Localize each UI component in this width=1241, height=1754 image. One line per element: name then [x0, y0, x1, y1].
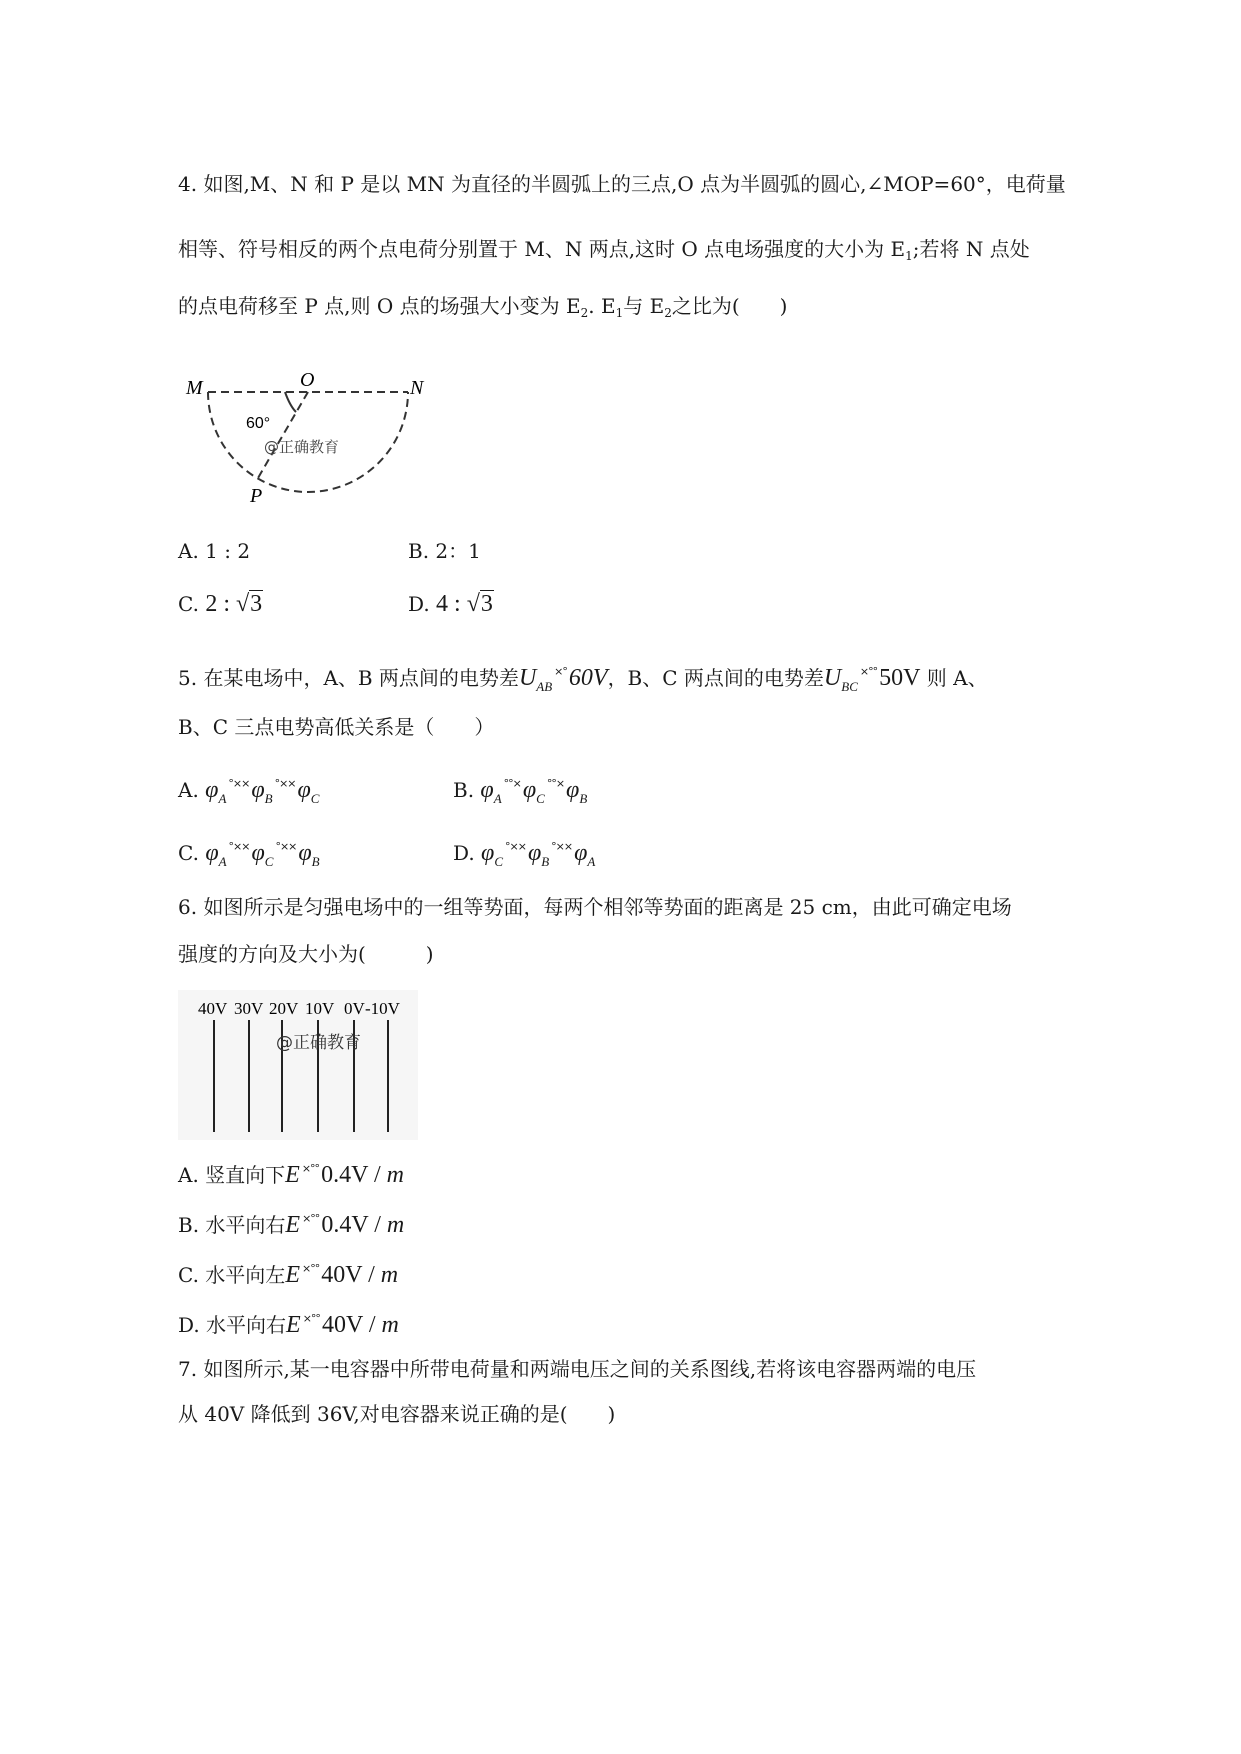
q4-option-b: B. 2：1	[408, 539, 481, 563]
potential-label-6: -10V	[365, 999, 400, 1018]
q6-option-a: A. 竖直向下E ×°°0.4V / m	[178, 1162, 404, 1188]
q6-option-c: C. 水平向左E ×°°40V / m	[178, 1262, 399, 1288]
potential-label-3: 20V	[269, 999, 299, 1018]
radius-op	[258, 392, 308, 478]
label-m: M	[186, 377, 203, 399]
semicircle-figure	[178, 370, 438, 510]
q4-line-1: 4. 如图,M、N 和 P 是以 MN 为直径的半圆弧上的三点,O 点为半圆弧的圆心,∠MOP=60°，电荷量	[178, 172, 1066, 196]
q4-line-2: 相等、符号相反的两个点电荷分别置于 M、N 两点,这时 O 点电场强度的大小为 $E_1$;若将 N 点处	[178, 237, 1030, 263]
q5-line-2: B、C 三点电势高低关系是（ ）	[178, 715, 495, 739]
q5-option-d: D. $\varphi_C^{^\circ\times\times}\varphi_B^{^\circ\times\times}\varphi_A$	[453, 840, 596, 869]
q4-option-d: D. 4 : √3	[408, 591, 493, 617]
watermark: @正确教育	[276, 1033, 361, 1053]
q5-option-b: B. $\varphi_A^{^\circ^\circ\times}\varphi_C^{^\circ^\circ\times}\varphi_B$	[453, 777, 588, 806]
equipotential-figure	[178, 990, 418, 1140]
q4-line-3: 的点电荷移至 P 点,则 O 点的场强大小变为 $E_2$. $E_1$与 $E_2$之比为( )	[178, 294, 788, 320]
angle-arc	[285, 392, 296, 412]
label-n: N	[410, 377, 424, 399]
potential-label-2: 30V	[234, 999, 264, 1018]
q5-line-1: 5. 在某电场中，A、B 两点间的电势差$U_{AB}^{\times^\circ}60V$，B、C 两点间的电势差$U_{BC}^{\times^\circ^\circ}50V$ 则 A、	[178, 665, 988, 694]
q6-option-d: D. 水平向右E ×°°40V / m	[178, 1312, 399, 1338]
q4-option-a: A. 1 : 2	[178, 539, 251, 563]
watermark: @正确教育	[264, 438, 340, 456]
q5-option-c: C. $\varphi_A^{^\circ\times\times}\varphi_C^{^\circ\times\times}\varphi_B$	[178, 840, 320, 869]
q5-option-a: A. $\varphi_A^{^\circ\times\times}\varphi_B^{^\circ\times\times}\varphi_C$	[178, 777, 320, 806]
q7-line-2: 从 40V 降低到 36V,对电容器来说正确的是( )	[178, 1402, 616, 1426]
potential-label-4: 10V	[305, 999, 335, 1018]
q7-line-1: 7. 如图所示,某一电容器中所带电荷量和两端电压之间的关系图线,若将该电容器两端的电压	[178, 1357, 977, 1381]
label-o: O	[300, 370, 315, 391]
label-p: P	[250, 485, 263, 507]
q4-option-c: C. 2 : √3	[178, 591, 263, 617]
potential-label-5: 0V	[344, 999, 365, 1018]
angle-label: 60°	[246, 415, 271, 432]
q6-line-2: 强度的方向及大小为( )	[178, 942, 434, 966]
potential-label-1: 40V	[198, 999, 228, 1018]
q6-option-b: B. 水平向右E ×°°0.4V / m	[178, 1212, 405, 1238]
q6-line-1: 6. 如图所示是匀强电场中的一组等势面，每两个相邻等势面的距离是 25 cm，由此可确定电场	[178, 895, 1012, 919]
